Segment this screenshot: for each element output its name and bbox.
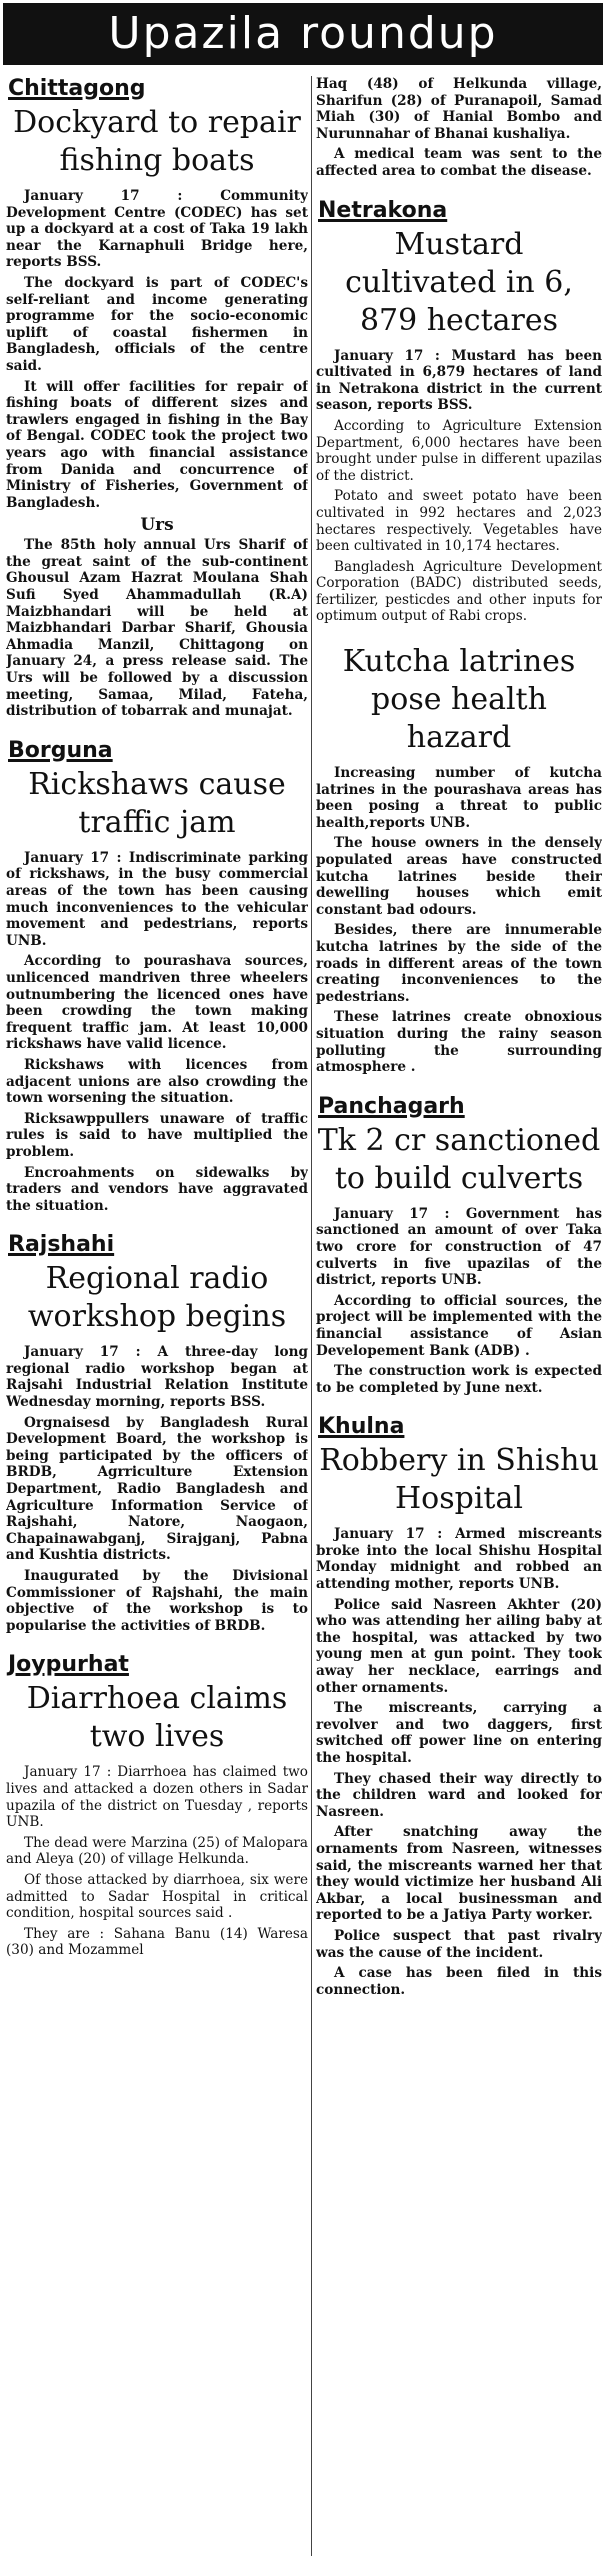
headline: Kutcha latrines pose health hazard xyxy=(342,644,576,756)
paragraph: January 17 : Government has sanctioned an amount of over Taka two crore for construction of 47 culverts in five upazilas of the district, reports UNB. xyxy=(316,1205,602,1289)
paragraph: The dead were Marzina (25) of Malopara and Aleya (20) of village Helkunda. xyxy=(6,1834,308,1868)
location-label: Joypurhat xyxy=(8,1652,129,1678)
paragraph: Bangladesh Agriculture Development Corporation (BADC) distributed seeds, fertilizer, pesticdes and other inputs for optimum output of Rabi crops. xyxy=(316,558,602,625)
location-label: Rajshahi xyxy=(8,1232,115,1258)
paragraph: They chased their way directly to the children ward and looked for Nasreen. xyxy=(316,1770,602,1820)
location-label: Panchagarh xyxy=(318,1093,465,1119)
paragraph: Rickshaws with licences from adjacent unions are also crowding the town worsening the situation. xyxy=(6,1056,308,1107)
headline: Mustard cultivated in 6, 879 hectares xyxy=(345,226,573,338)
article-kutcha-latrines xyxy=(316,643,602,1076)
paragraph: A medical team was sent to the affected area to combat the disease. xyxy=(316,146,602,179)
article-khulna xyxy=(316,1414,602,1998)
article-netrakona xyxy=(316,198,602,626)
paragraph: According to Agriculture Extension Department, 6,000 hectares have been brought under pulse in different upazilas of the district. xyxy=(316,417,602,484)
article-joypurhat-continued xyxy=(316,76,602,180)
column-divider xyxy=(311,76,312,2556)
article-rajshahi xyxy=(6,1232,308,1634)
article-panchagarh xyxy=(316,1094,602,1397)
paragraph: Ricksawppullers unaware of traffic rules is said to have multiplied the problem. xyxy=(6,1110,308,1160)
paragraph: They are : Sahana Banu (14) Waresa (30) and Mozammel xyxy=(6,1925,308,1959)
paragraph: January 17 : Diarrhoea has claimed two lives and attacked a dozen others in Sadar upazila of the district on Tuesday , reports UNB. xyxy=(6,1764,308,1831)
headline: Regional radio workshop begins xyxy=(27,1261,287,1335)
paragraph: According to official sources, the project will be implemented with the financial assistance of Asian Developement Bank (ADB) . xyxy=(316,1292,602,1359)
paragraph: Potato and sweet potato have been cultivated in 992 hectares and 2,023 hectares respectively. Vegetables have been cultivated in 10,174 hectares. xyxy=(316,488,602,555)
article-joypurhat xyxy=(6,1652,308,1959)
article-borguna xyxy=(6,738,308,1214)
paragraph: The 85th holy annual Urs Sharif of the great saint of the sub-continent Ghousul Azam Hazrat Moulana Shah Sufi Syed Ahammadullah (R.A) Maizbhandari will be held at Maizbhandari Darbar Sharif, Ghousia Ahmadia Manzil, Chittagong on January 24, a press release said. The Urs will be followed by a discussion meeting, Samaa, Milad, Fateha, distribution of tobarrak and munajat. xyxy=(6,537,308,720)
paragraph: Inaugurated by the Divisional Commissioner of Rajshahi, the main objective of the workshop is to popularise the activities of BRDB. xyxy=(6,1568,308,1634)
paragraph: Increasing number of kutcha latrines in the pourashava areas has been posing a threat to public health,reports UNB. xyxy=(316,765,602,831)
paragraph: January 17 : Mustard has been cultivated in 6,879 hectares of land in Netrakona district in the current season, reports BSS. xyxy=(316,347,602,414)
location-label: Borguna xyxy=(8,737,113,763)
paragraph: The dockyard is part of CODEC's self-reliant and income generating programme for the socio-economic uplift of coastal fishermen in Bangladesh, officials of the centre said. xyxy=(6,274,308,374)
paragraph: The construction work is expected to be completed by June next. xyxy=(316,1363,602,1396)
paragraph: Of those attacked by diarrhoea, six were admitted to Sadar Hospital in critical condition, hospital sources said . xyxy=(6,1871,308,1922)
location-label: Netrakona xyxy=(318,197,448,223)
headline: Tk 2 cr sanctioned to build culverts xyxy=(317,1122,601,1196)
paragraph: Orgnaisesd by Bangladesh Rural Development Board, the workshop is being participated by the officers of BRDB, Agrriculture Extension Department, Radio Bangladesh and Agriculture Information Service of Rajshahi, Natore, Naogaon, Chapainawabganj, Sirajganj, Pabna and Kushtia districts. xyxy=(6,1414,308,1564)
headline: Diarrhoea claims two lives xyxy=(26,1681,288,1755)
paragraph: The miscreants, carrying a revolver and two daggers, first switched off power line on entering the hospital. xyxy=(316,1700,602,1766)
paragraph: Besides, there are innumerable kutcha latrines by the side of the roads in different areas of the town creating inconveniences to the pedestrians. xyxy=(316,922,602,1005)
paragraph: The house owners in the densely populated areas have constructed kutcha latrines beside their dewelling houses which emit constant bad odours. xyxy=(316,835,602,918)
headline: Robbery in Shishu Hospital xyxy=(319,1443,599,1517)
left-column xyxy=(6,76,308,2556)
headline: Dockyard to repair fishing boats xyxy=(13,105,301,178)
masthead: Upazila roundup xyxy=(3,3,603,65)
location-label: Chittagong xyxy=(8,76,146,101)
paragraph: January 17 : Indiscriminate parking of rickshaws, in the busy commercial areas of the town has been causing much inconveniences to the vehicular movement and pedestrians, reports UNB. xyxy=(6,849,308,949)
paragraph: A case has been filed in this connection. xyxy=(316,1965,602,1998)
paragraph: Police suspect that past rivalry was the cause of the incident. xyxy=(316,1927,602,1961)
paragraph: January 17 : A three-day long regional radio workshop began at Rajsahi Industrial Relation Institute Wednesday morning, reports BSS. xyxy=(6,1344,308,1411)
article-chittagong xyxy=(6,76,308,720)
paragraph: After snatching away the ornaments from Nasreen, witnesses said, the miscreants warned her that they would victimize her husband Ali Akbar, a local businessman and reported to be a Jatiya Party worker. xyxy=(316,1824,602,1924)
subhead: Urs xyxy=(140,515,174,536)
paragraph: It will offer facilities for repair of fishing boats of different sizes and trawlers engaged in fishing in the Bay of Bengal. CODEC took the project two years ago with financial assistance from Danida and concurrence of Ministry of Fisheries, Government of Bangladesh. xyxy=(6,378,308,511)
paragraph: January 17 : Community Development Centre (CODEC) has set up a dockyard at a cost of Taka 19 lakh near the Karnaphuli Bridge here, reports BSS. xyxy=(6,188,308,271)
paragraph: Haq (48) of Helkunda village, Sharifun (28) of Puranapoil, Samad Miah (30) of Hanial Bombo and Nurunnahar of Bhanai kushaliya. xyxy=(316,76,602,142)
paragraph: Police said Nasreen Akhter (20) who was attending her ailing baby at the hospital, was attacked by two young men at gun point. They took away her necklace, earrings and other ornaments. xyxy=(316,1596,602,1696)
paragraph: According to pourashava sources, unlicenced mandriven three wheelers outnumbering the licenced ones have been crowding the town making frequent traffic jam. At least 10,000 rickshaws have valid licence. xyxy=(6,953,308,1053)
headline: Rickshaws cause traffic jam xyxy=(28,766,286,840)
paragraph: Encroahments on sidewalks by traders and vendors have aggravated the situation. xyxy=(6,1164,308,1214)
paragraph: January 17 : Armed miscreants broke into the local Shishu Hospital Monday midnight and robbed an attending mother, reports UNB. xyxy=(316,1526,602,1593)
right-column xyxy=(316,76,602,2556)
paragraph: These latrines create obnoxious situation during the rainy season polluting the surrounding atmosphere . xyxy=(316,1009,602,1076)
location-label: Khulna xyxy=(318,1414,405,1440)
